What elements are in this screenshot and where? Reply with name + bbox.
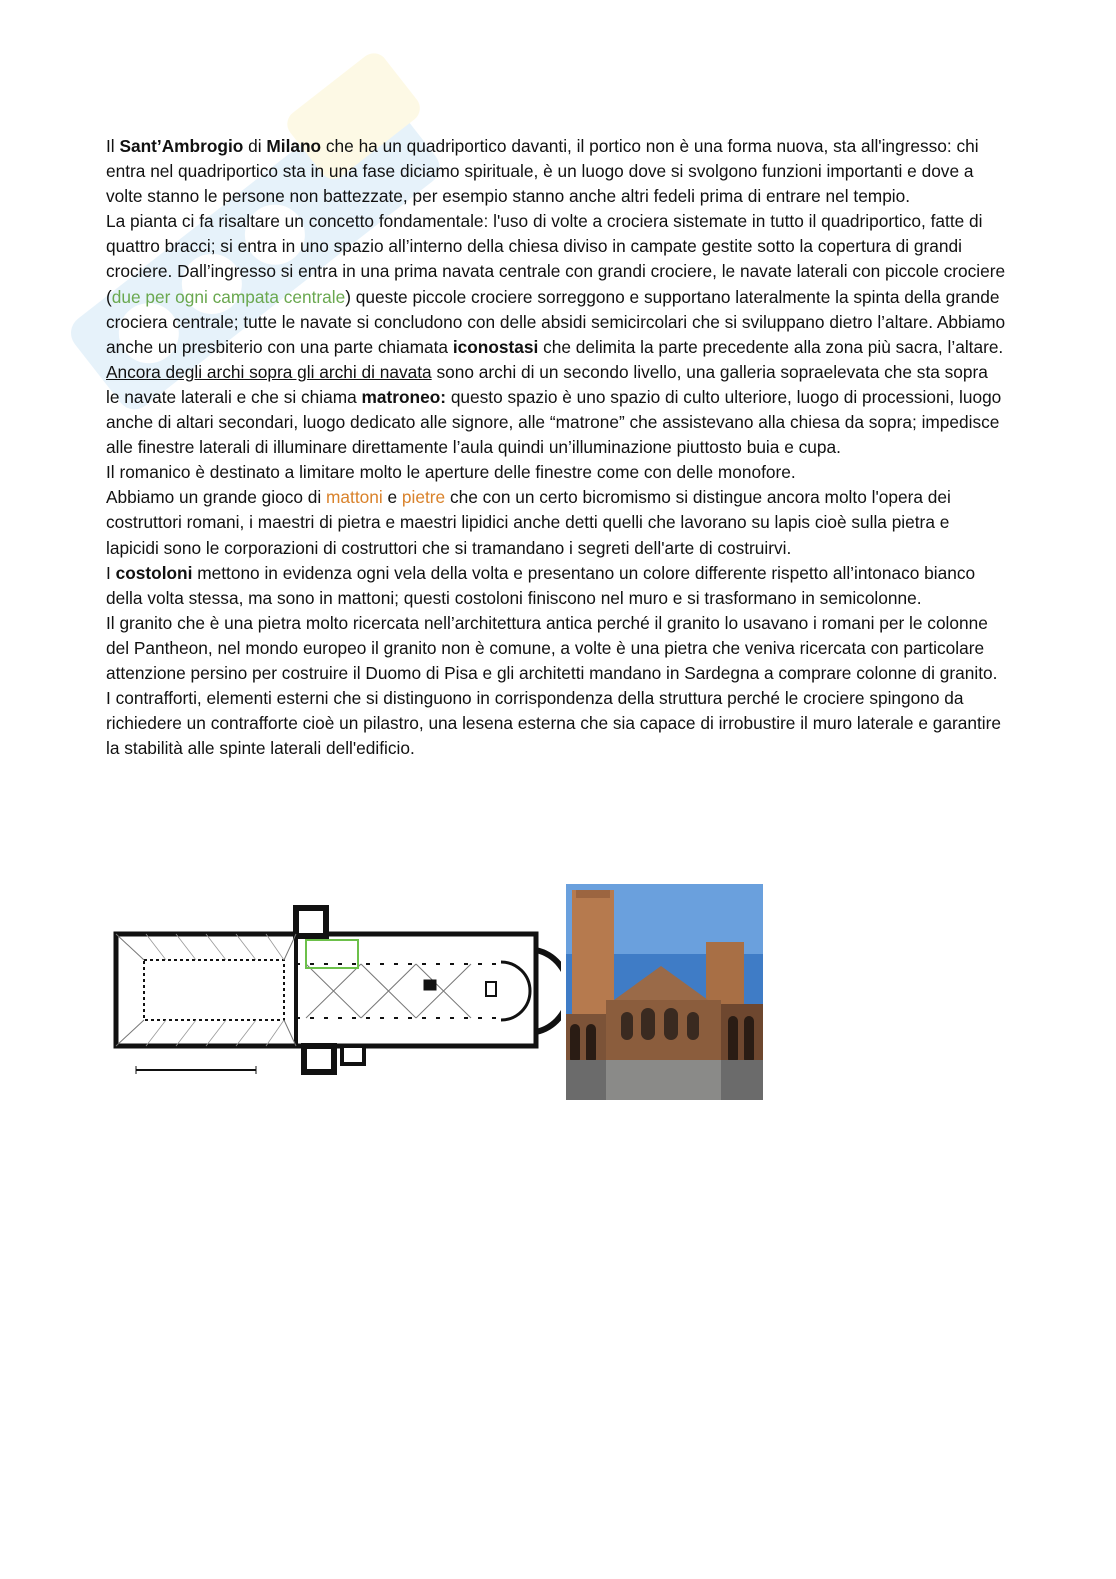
church-photo — [566, 884, 763, 1100]
paragraph-6: I costoloni mettono in evidenza ogni vela della volta e presentano un colore differente rispetto all’intonaco bianco della volta stessa, ma sono in mattoni; questi costoloni finiscono nel muro e si trasformano in semicolonne. — [106, 562, 976, 608]
paragraph-4: Il romanico è destinato a limitare molto le aperture delle finestre come con delle monofore. — [106, 462, 796, 483]
paragraph-3: Ancora degli archi sopra gli archi di navata sono archi di un secondo livello, una galleria sopraelevata che sta sopra le navate laterali e che si chiama matroneo: questo spazio è uno spazio di culto ulteriore, luogo di processioni, luogo anche di altari secondari, luogo dedicato alle signore, alle “matrone” che assistevano alla chiesa da sopra; impedisce alle finestre laterali di illuminare direttamente l’aula quindi un’illuminazione piuttosto buia e cupa. — [106, 361, 1002, 458]
floor-plan-image — [106, 902, 561, 1082]
paragraph-5: Abbiamo un grande gioco di mattoni e pietre che con un certo bicromismo si distingue ancora molto l'opera dei costruttori romani, i maestri di pietra e maestri lipidici anche detti quelli che lavorano su lapis cioè sulla pietra e lapicidi sono le corporazioni di costruttori che si tramandano i segreti dell'arte di costruirvi. — [106, 487, 951, 558]
paragraph-2: La pianta ci fa risaltare un concetto fondamentale: l'uso di volte a crociera sistemate in tutto il quadriportico, fatte di quattro bracci; si entra in uno spazio all’interno della chiesa diviso in campate gestite sotto la copertura di grandi crociere. Dall’ingresso si entra in una prima navata centrale con grandi crociere, le navate laterali con piccole crociere (due per ogni campata centrale) queste piccole crociere sorreggono e supportano lateralmente la spinta della grande crociera centrale; tutte le navate si concludono con delle absidi semicircolari che si sviluppano dietro l’altare. Abbiamo anche un presbiterio con una parte chiamata iconostasi che delimita la parte precedente alla zona più sacra, l’altare. — [106, 211, 1006, 357]
document-body — [106, 134, 1006, 761]
paragraph-1: Il Sant’Ambrogio di Milano che ha un quadriportico davanti, il portico non è una forma nuova, sta all'ingresso: chi entra nel quadriportico sta in una fase diciamo spirituale, è un luogo dove si svolgono funzioni importanti e dove a volte stanno le persone non battezzate, per esempio stanno anche altri fedeli prima di entrare nel tempio. — [106, 136, 979, 207]
paragraph-7: Il granito che è una pietra molto ricercata nell’architettura antica perché il granito lo usavano i romani per le colonne del Pantheon, nel mondo europeo il granito non è comune, a volte è una pietra che veniva ricercata con particolare attenzione persino per costruire il Duomo di Pisa e gli architetti mandano in Sardegna a comprare colonne di granito. — [106, 612, 998, 683]
paragraph-8: I contrafforti, elementi esterni che si distinguono in corrispondenza della struttura perché le crociere spingono da richiedere un contrafforte cioè un pilastro, una lesena esterna che sia capace di irrobustire il muro laterale e garantire la stabilità alle spinte laterali dell'edificio. — [106, 688, 1001, 759]
